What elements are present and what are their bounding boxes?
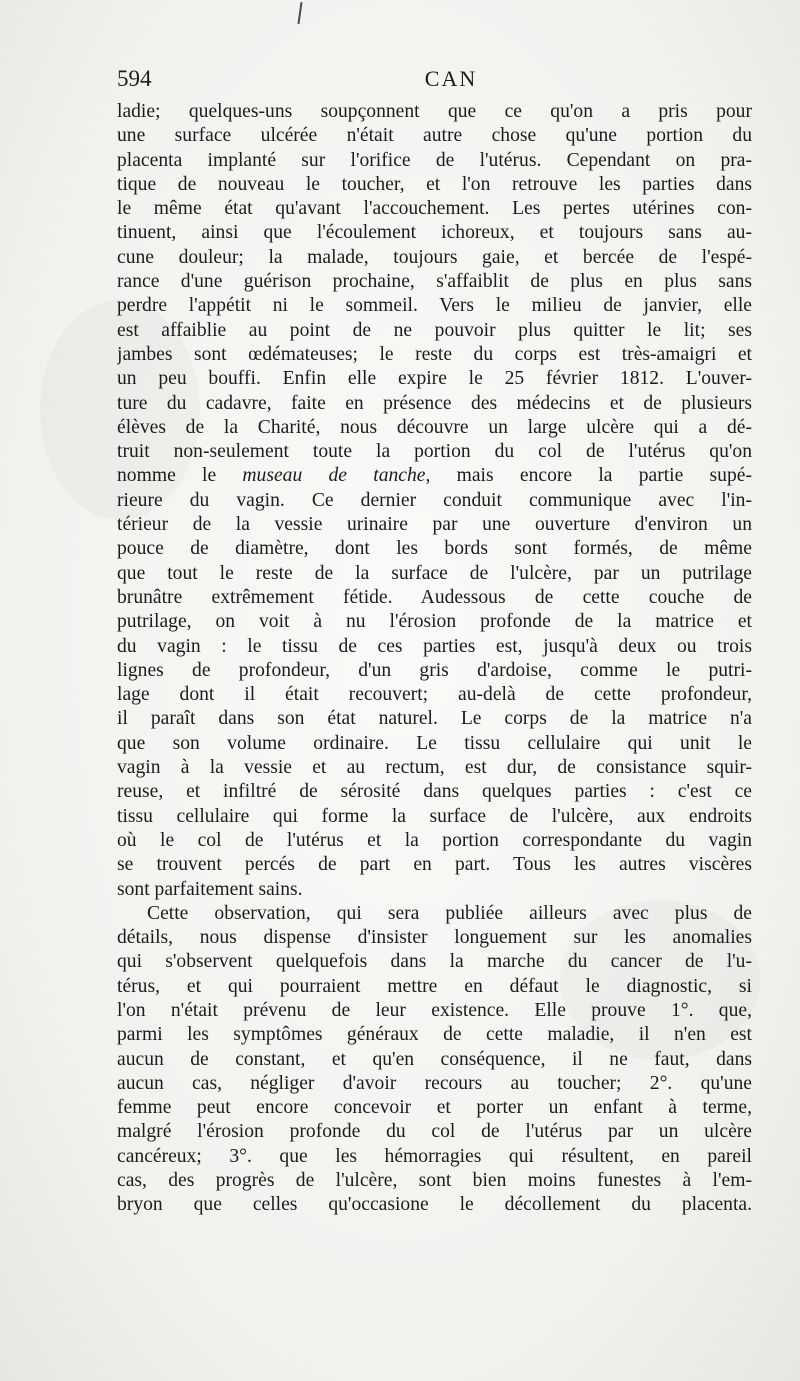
text-line: où le col de l'utérus et la portion correspondante du vagin [117, 829, 752, 851]
text-line: jambes sont œdémateuses; le reste du corps est très-amaigri et [117, 343, 752, 365]
text-line: térus, et qui pourraient mettre en défaut le diagnostic, si [117, 975, 752, 997]
text-line: malgré l'érosion profonde du col de l'utérus par un ulcère [117, 1121, 752, 1143]
text-line: l'on n'était prévenu de leur existence. Elle prouve 1°. que, [117, 999, 752, 1021]
text-line: vagin à la vessie et au rectum, est dur, de consistance squir- [117, 757, 752, 779]
text-line: perdre l'appétit ni le sommeil. Vers le milieu de janvier, elle [117, 295, 752, 317]
text-line: femme peut encore concevoir et porter un enfant à terme, [117, 1097, 752, 1119]
text-line: reuse, et infiltré de sérosité dans quelques parties : c'est ce [117, 781, 752, 803]
running-head: CAN [424, 66, 478, 91]
text-line: lage dont il était recouvert; au-delà de cette profondeur, [117, 684, 752, 706]
italic-term: museau de tanche [242, 465, 426, 487]
text-line: un peu bouffi. Enfin elle expire le 25 février 1812. L'ouver- [117, 368, 752, 390]
text-line: tissu cellulaire qui forme la surface de l'ulcère, aux endroits [117, 805, 752, 827]
text-line: putrilage, on voit à nu l'érosion profonde de la matrice et [117, 611, 752, 633]
text-line: truit non-seulement toute la portion du col de l'utérus qu'on [117, 441, 752, 463]
text-line: pouce de diamètre, dont les bords sont formés, de même [117, 538, 752, 560]
text-line-with-italic [117, 464, 752, 488]
text-line: tinuent, ainsi que l'écoulement ichoreux, et toujours sans au- [117, 222, 752, 244]
text-segment: nomme le [117, 465, 243, 487]
paragraph [117, 100, 752, 902]
text-line: placenta implanté sur l'orifice de l'utérus. Cependant on pra- [117, 149, 752, 171]
text-line: cancéreux; 3°. que les hémorragies qui résultent, en pareil [117, 1145, 752, 1167]
text-line: aucun cas, négliger d'avoir recours au toucher; 2°. qu'une [117, 1072, 752, 1094]
text-line: parmi les symptômes généraux de cette maladie, il n'en est [117, 1024, 752, 1046]
text-line: cas, des progrès de l'ulcère, sont bien moins funestes à l'em- [117, 1170, 752, 1192]
text-line: est affaiblie au point de ne pouvoir plus quitter le lit; ses [117, 319, 752, 341]
text-line: détails, nous dispense d'insister longuement sur les anomalies [117, 927, 752, 949]
text-line: le même état qu'avant l'accouchement. Les pertes utérines con- [117, 198, 752, 220]
text-line: il paraît dans son état naturel. Le corps de la matrice n'a [117, 708, 752, 730]
text-line: rance d'une guérison prochaine, s'affaiblit de plus en plus sans [117, 271, 752, 293]
text-line: ture du cadavre, faite en présence des médecins et de plusieurs [117, 392, 752, 414]
text-line: une surface ulcérée n'était autre chose qu'une portion du [117, 125, 752, 147]
text-line: élèves de la Charité, nous découvre un large ulcère qui a dé- [117, 416, 752, 438]
text-segment: , mais encore la partie supé- [425, 465, 752, 487]
text-line: brunâtre extrêmement fétide. Audessous de cette couche de [117, 586, 752, 608]
text-line: bryon que celles qu'occasione le décollement du placenta. [117, 1194, 752, 1216]
text-line: lignes de profondeur, d'un gris d'ardoise, comme le putri- [117, 659, 752, 681]
text-line: qui s'observent quelquefois dans la marche du cancer de l'u- [117, 951, 752, 973]
page-header [117, 66, 752, 96]
text-line: ladie; quelques-uns soupçonnent que ce qu'on a pris pour [117, 101, 752, 122]
text-line: tique de nouveau le toucher, et l'on retrouve les parties dans [117, 173, 752, 195]
text-line: cune douleur; la malade, toujours gaie, et bercée de l'espé- [117, 246, 752, 268]
text-line: se trouvent percés de part en part. Tous les autres viscères [117, 854, 752, 876]
paragraph [117, 902, 752, 1218]
text-line: térieur de la vessie urinaire par une ouverture d'environ un [117, 514, 752, 536]
text-line: Cette observation, qui sera publiée ailleurs avec plus de [147, 902, 752, 924]
page-number: 594 [117, 66, 152, 91]
text-line: sont parfaitement sains. [117, 878, 303, 900]
text-line: aucun de constant, et qu'en conséquence, il ne faut, dans [117, 1048, 752, 1070]
text-line: que tout le reste de la surface de l'ulcère, par un putrilage [117, 562, 752, 584]
ink-mark [297, 2, 302, 24]
body-text [117, 100, 752, 1218]
text-line: que son volume ordinaire. Le tissu cellulaire qui unit le [117, 732, 752, 754]
text-line: du vagin : le tissu de ces parties est, jusqu'à deux ou trois [117, 635, 752, 657]
text-line: rieure du vagin. Ce dernier conduit communique avec l'in- [117, 489, 752, 511]
